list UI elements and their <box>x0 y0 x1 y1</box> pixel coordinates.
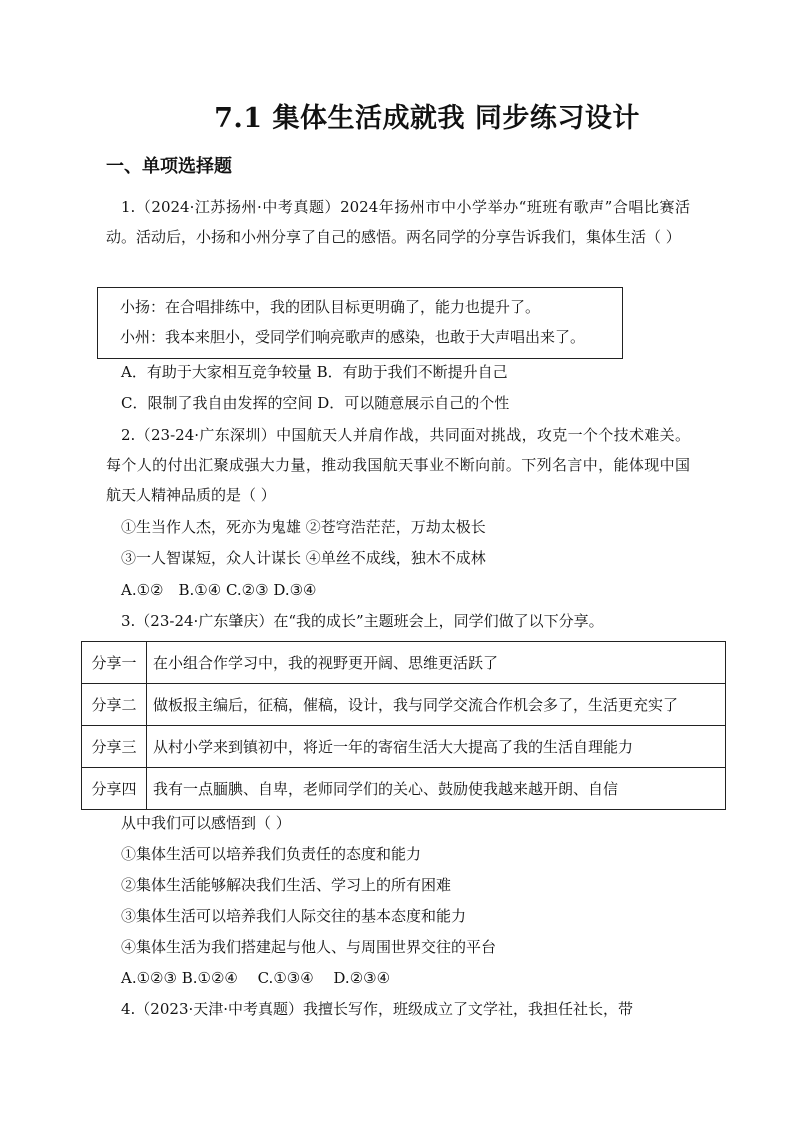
sharing-table <box>81 641 726 810</box>
table-cell-label: 分享三 <box>82 726 147 768</box>
table-row <box>82 726 726 768</box>
question-4-stem: 4.（2023·天津·中考真题）我擅长写作，班级成立了文学社，我担任社长，带 <box>121 1000 634 1018</box>
question-2-items-12: ①生当作人杰，死亦为鬼雄 ②苍穹浩茫茫，万劫太极长 <box>121 518 486 536</box>
question-1-options-ab: A．有助于大家相互竞争较量 B．有助于我们不断提升自己 <box>121 363 508 381</box>
table-cell-label: 分享二 <box>82 684 147 726</box>
question-3-prompt: 从中我们可以感悟到（ ） <box>121 814 291 832</box>
quote-line-xiaoyang: 小扬：在合唱排练中，我的团队目标更明确了，能力也提升了。 <box>120 298 541 316</box>
quote-line-xiaozhou: 小州：我本来胆小，受同学们响亮歌声的感染，也敢于大声唱出来了。 <box>120 328 586 346</box>
question-1-quote-box <box>97 287 623 359</box>
table-row <box>82 684 726 726</box>
question-3-item-4: ④集体生活为我们搭建起与他人、与周围世界交往的平台 <box>121 938 497 956</box>
page-title: 7.1 集体生活成就我 同步练习设计 <box>214 103 640 134</box>
question-2-options: A.①② B.①④ C.②③ D.③④ <box>121 581 317 599</box>
question-3-item-1: ①集体生活可以培养我们负责任的态度和能力 <box>121 845 422 863</box>
question-1-options-cd: C．限制了我自由发挥的空间 D．可以随意展示自己的个性 <box>121 394 510 412</box>
question-1-stem: 1.（2024·江苏扬州·中考真题）2024年扬州市中小学举办“班班有歌声”合唱比赛活动。活动后，小扬和小州分享了自己的感悟。两名同学的分享告诉我们，集体生活（ ） <box>106 198 690 246</box>
question-3-stem: 3.（23-24·广东肇庆）在“我的成长”主题班会上，同学们做了以下分享。 <box>121 612 604 630</box>
section-heading: 一、单项选择题 <box>106 156 232 177</box>
table-cell-text: 我有一点腼腆、自卑，老师同学们的关心、鼓励使我越来越开朗、自信 <box>147 768 726 810</box>
table-cell-text: 从村小学来到镇初中，将近一年的寄宿生活大大提高了我的生活自理能力 <box>147 726 726 768</box>
table-cell-label: 分享一 <box>82 642 147 684</box>
table-cell-label: 分享四 <box>82 768 147 810</box>
table-cell-text: 做板报主编后，征稿，催稿，设计，我与同学交流合作机会多了，生活更充实了 <box>147 684 726 726</box>
question-3-item-3: ③集体生活可以培养我们人际交往的基本态度和能力 <box>121 907 467 925</box>
table-cell-text: 在小组合作学习中，我的视野更开阔、思维更活跃了 <box>147 642 726 684</box>
question-2-stem: 2.（23-24·广东深圳）中国航天人并肩作战，共同面对挑战，攻克一个个技术难关。每个人的付出汇聚成强大力量，推动我国航天事业不断向前。下列名言中，能体现中国航天人精神品质的是（ ） <box>106 426 690 504</box>
table-row <box>82 642 726 684</box>
question-3-options: A.①②③ B.①②④ C.①③④ D.②③④ <box>121 969 391 987</box>
table-row <box>82 768 726 810</box>
question-3-item-2: ②集体生活能够解决我们生活、学习上的所有困难 <box>121 876 452 894</box>
question-2-items-34: ③一人智谋短，众人计谋长 ④单丝不成线，独木不成林 <box>121 549 486 567</box>
